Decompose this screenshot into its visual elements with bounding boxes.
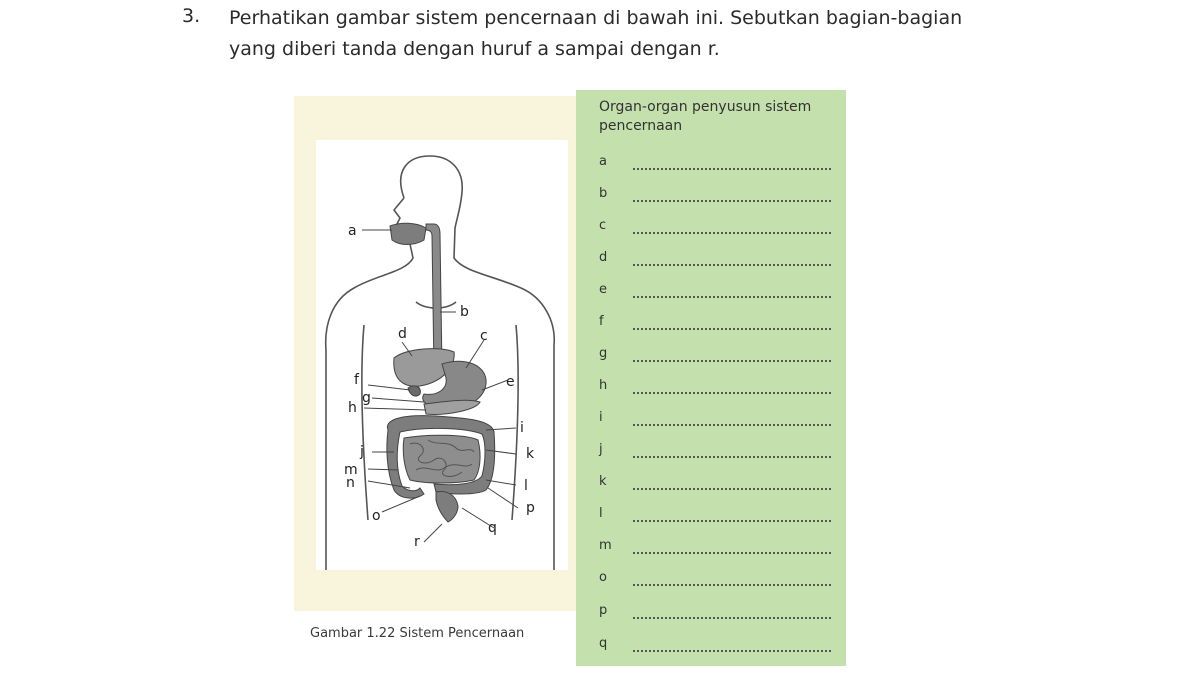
diagram-label-p: p <box>526 500 535 516</box>
question-number: 3. <box>182 5 201 27</box>
answer-letter: e <box>599 282 607 297</box>
answer-row <box>599 346 831 366</box>
answer-blank <box>633 168 831 170</box>
answer-row <box>599 570 831 590</box>
answer-letter: h <box>599 378 608 393</box>
diagram-label-i: i <box>520 420 524 436</box>
gallbladder <box>408 386 420 396</box>
answer-blank <box>633 296 831 298</box>
answer-row <box>599 506 831 526</box>
answer-row <box>599 442 831 462</box>
answer-blank <box>633 232 831 234</box>
rectum <box>436 492 458 522</box>
answer-row <box>599 636 831 656</box>
answer-letter: q <box>599 636 608 651</box>
answer-letter: l <box>599 506 603 521</box>
diagram-label-q: q <box>488 520 497 536</box>
answer-blank <box>633 200 831 202</box>
answer-blank <box>633 360 831 362</box>
answer-letter: o <box>599 570 607 585</box>
diagram-label-a: a <box>348 223 357 239</box>
diagram-label-c: c <box>480 328 488 344</box>
answer-blank <box>633 584 831 586</box>
diagram-label-n: n <box>346 475 355 491</box>
answer-letter: c <box>599 218 607 233</box>
answer-blank <box>633 552 831 554</box>
answer-row <box>599 538 831 558</box>
answer-blank <box>633 424 831 426</box>
answer-row <box>599 186 831 206</box>
answer-row <box>599 218 831 238</box>
small-intestine <box>403 435 480 483</box>
diagram-label-e: e <box>506 374 515 390</box>
answer-blank <box>633 488 831 490</box>
answer-panel-title: Organ-organ penyusun sistem pencernaan <box>599 99 812 134</box>
diagram-label-b: b <box>460 304 469 320</box>
answer-row <box>599 603 831 623</box>
answer-blank <box>633 520 831 522</box>
diagram-label-f: f <box>354 372 359 388</box>
figure-caption: Gambar 1.22 Sistem Pencernaan <box>310 626 525 641</box>
answer-letter: d <box>599 250 608 265</box>
mouth <box>390 223 426 244</box>
diagram-label-k: k <box>526 446 535 462</box>
diagram-label-g: g <box>362 390 371 406</box>
diagram-label-r: r <box>414 534 420 550</box>
answer-letter: g <box>599 346 608 361</box>
answer-letter: f <box>599 314 604 329</box>
answer-blank <box>633 650 831 652</box>
answer-blank <box>633 264 831 266</box>
diagram-label-d: d <box>398 326 407 342</box>
diagram-label-m: m <box>344 462 358 478</box>
answer-row <box>599 282 831 302</box>
answer-letter: p <box>599 603 608 618</box>
answer-letter: i <box>599 410 603 425</box>
answer-blank <box>633 617 831 619</box>
answer-row <box>599 250 831 270</box>
diagram-label-o: o <box>372 508 381 524</box>
answer-row <box>599 474 831 494</box>
answer-letter: a <box>599 154 607 169</box>
answer-letter: m <box>599 538 612 553</box>
answer-row <box>599 378 831 398</box>
answer-blank <box>633 328 831 330</box>
answer-letter: b <box>599 186 608 201</box>
answer-blank <box>633 456 831 458</box>
diagram-label-j: j <box>360 444 364 460</box>
answer-row <box>599 314 831 334</box>
answer-row <box>599 154 831 174</box>
answer-letter: k <box>599 474 607 489</box>
answer-row <box>599 410 831 430</box>
question-text: Perhatikan gambar sistem pencernaan di bawah ini. Sebutkan bagian-bagian yang diberi tanda dengan huruf a sampai dengan r. <box>229 7 963 60</box>
answer-blank <box>633 392 831 394</box>
diagram-label-l: l <box>524 478 528 494</box>
diagram-label-h: h <box>348 400 357 416</box>
digestive-system-diagram <box>316 140 568 570</box>
answer-letter: j <box>599 442 603 457</box>
